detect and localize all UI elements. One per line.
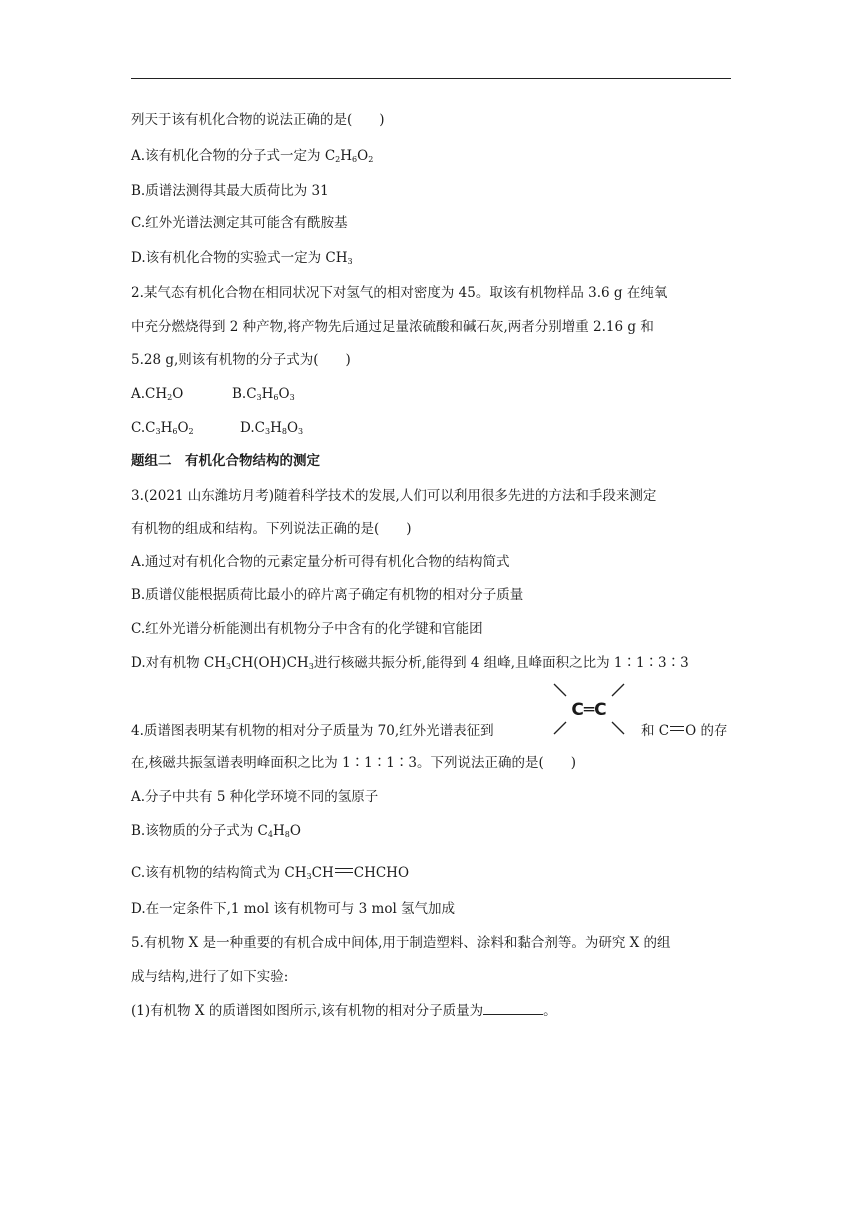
double-bond-icon <box>335 868 353 873</box>
question-4-option-d: D.在一定条件下,1 mol 该有机物可与 3 mol 氢气加成 <box>131 901 456 917</box>
question-2-option-c: $C.C_3H_6O_2$ <box>131 420 194 436</box>
question-2-stem-line-2: 中充分燃烧得到 2 种产物,将产物先后通过足量浓硫酸和碱石灰,两者分别增重 2.16 g 和 <box>131 319 654 335</box>
question-3-stem-line-1: 3.(2021 山东潍坊月考)随着科学技术的发展,人们可以利用很多先进的方法和手段来测定 <box>131 488 657 504</box>
question-4-stem-line-1: 4.质谱图表明某有机物的相对分子质量为 70,红外光谱表征到 <box>131 723 494 739</box>
question-1-option-d: D.该有机化合物的实验式一定为 $CH_3$ <box>131 250 353 266</box>
question-4-option-b: B.该物质的分子式为 $C_4H_8O$ <box>131 823 301 839</box>
double-bond-icon <box>670 726 684 731</box>
question-1-option-a: A.该有机化合物的分子式一定为 $C_2H_6O_2$ <box>131 148 374 164</box>
question-4-stem-line-2: 在,核磁共振氢谱表明峰面积之比为 1∶1∶1∶3。下列说法正确的是( ) <box>131 755 576 771</box>
question-4-option-c: C.该有机物的结构简式为 $CH_3CH$ CHCHO <box>131 865 410 881</box>
section-heading: 题组二 有机化合物结构的测定 <box>131 453 320 469</box>
question-2-option-b: $B.C_3H_6O_3$ <box>232 386 295 402</box>
question-1-option-b: B.质谱法测得其最大质荷比为 31 <box>131 183 329 199</box>
question-3-option-b: B.质谱仪能根据质荷比最小的碎片离子确定有机物的相对分子质量 <box>131 587 524 603</box>
alkene-label: C═C <box>571 700 607 720</box>
question-3-option-d: D.对有机物 $CH_3CH(OH)CH_3$进行核磁共振分析,能得到 4 组峰,且峰面积之比为 1∶1∶3∶3 <box>131 655 689 671</box>
question-1-stem: 列天于该有机化合物的说法正确的是( ) <box>131 112 385 128</box>
question-1-option-c: C.红外光谱法测定其可能含有酰胺基 <box>131 215 348 231</box>
question-4-option-a: A.分子中共有 5 种化学环境不同的氢原子 <box>131 789 379 805</box>
question-3-option-c: C.红外光谱分析能测出有机物分子中含有的化学键和官能团 <box>131 621 483 637</box>
question-5-part-1: (1)有机物 X 的质谱图如图所示,该有机物的相对分子质量为 。 <box>131 1003 557 1019</box>
question-5-stem-line-2: 成与结构,进行了如下实验: <box>131 969 289 985</box>
question-5-stem-line-1: 5.有机物 X 是一种重要的有机合成中间体,用于制造塑料、涂料和黏合剂等。为研究 X 的组 <box>131 935 671 951</box>
answer-blank[interactable] <box>483 1002 543 1015</box>
question-2-stem-line-3: 5.28 g,则该有机物的分子式为( ) <box>131 352 351 368</box>
question-3-option-a: A.通过对有机化合物的元素定量分析可得有机化合物的结构简式 <box>131 554 510 570</box>
header-rule <box>131 78 731 79</box>
carbonyl-text: 和 C O 的存 <box>641 723 728 739</box>
question-3-stem-line-2: 有机物的组成和结构。下列说法正确的是( ) <box>131 521 412 537</box>
question-2-option-a: $A.CH_2O$ <box>131 386 184 402</box>
alkene-structure-diagram <box>548 678 630 740</box>
question-2-option-d: $D.C_3H_8O_3$ <box>240 420 304 436</box>
question-2-stem-line-1: 2.某气态有机化合物在相同状况下对氢气的相对密度为 45。取该有机物样品 3.6 g 在纯氧 <box>131 285 668 301</box>
